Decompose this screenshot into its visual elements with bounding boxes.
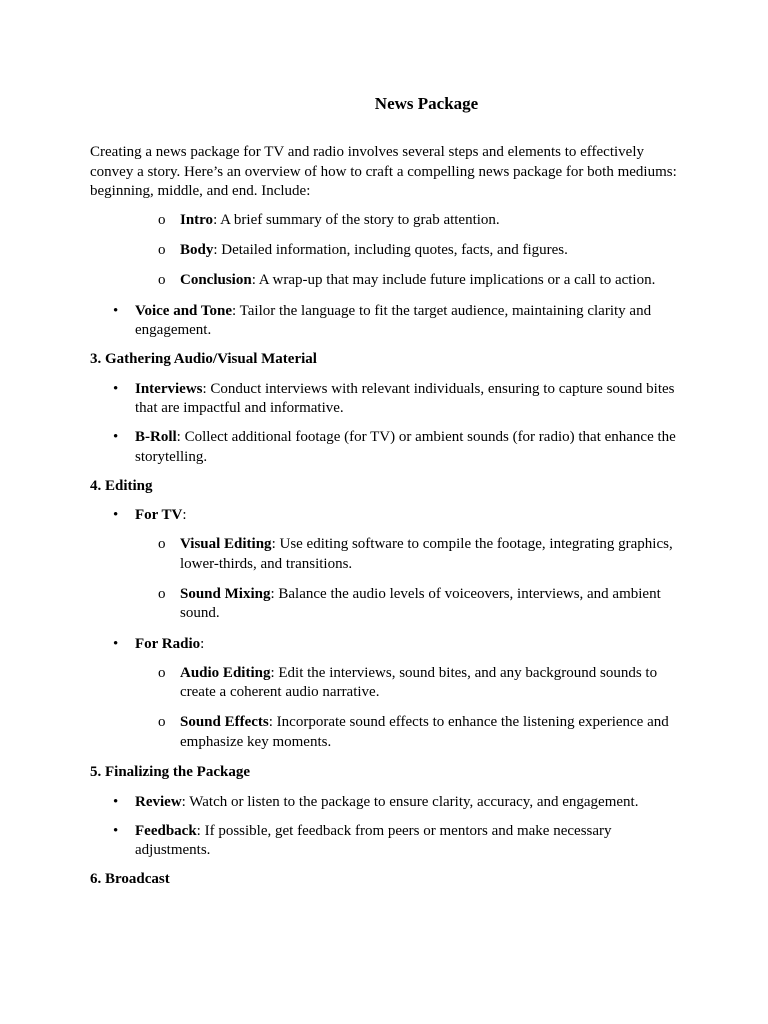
list-item-sound-mixing — [90, 585, 680, 624]
item-text: : A wrap-up that may include future implications or a call to action. — [251, 272, 656, 288]
list-item-audio-editing — [90, 664, 680, 703]
list-item-b-roll — [90, 428, 680, 467]
section-heading-broadcast: 6. Broadcast — [90, 871, 170, 887]
list-item-voice-tone — [90, 302, 680, 341]
item-term: Intro — [180, 212, 214, 228]
item-term: Sound Mixing — [180, 585, 271, 602]
section-heading-gathering: 3. Gathering Audio/Visual Material — [90, 351, 317, 367]
item-term: For Radio — [135, 635, 201, 652]
bullet-marker: • — [113, 793, 119, 810]
item-text: : — [200, 635, 205, 652]
sub-bullet-marker: o — [158, 536, 166, 552]
bullet-marker: • — [113, 635, 119, 652]
list-item-for-tv — [90, 506, 680, 526]
sub-bullet-marker: o — [158, 272, 166, 288]
list-item-sound-effects — [90, 713, 680, 752]
list-item-body — [90, 241, 680, 261]
item-term: For TV — [135, 507, 183, 523]
item-text: : Tailor the language to fit the target audience, maintaining clarity and engagement. — [135, 302, 652, 338]
list-item-feedback — [90, 822, 680, 861]
section-heading-editing: 4. Editing — [90, 477, 153, 494]
item-term: Audio Editing — [180, 664, 271, 681]
sub-bullet-marker: o — [158, 585, 166, 602]
list-item-review — [90, 793, 680, 813]
bullet-marker: • — [113, 507, 119, 523]
sub-bullet-marker: o — [158, 664, 166, 681]
item-term: Feedback — [135, 822, 197, 839]
item-term: Voice and Tone — [135, 302, 232, 319]
bullet-marker: • — [113, 380, 119, 397]
sub-bullet-marker: o — [158, 242, 166, 258]
list-item-intro — [90, 211, 680, 231]
list-item-interviews — [90, 380, 680, 419]
bullet-marker: • — [113, 429, 119, 445]
list-item-visual-editing — [90, 535, 680, 574]
item-text: : Incorporate sound effects to enhance the listening experience and emphasize key moments. — [180, 714, 669, 750]
item-text: : Collect additional footage (for TV) or ambient sounds (for radio) that enhance the storytelling. — [135, 429, 676, 465]
item-text: : Edit the interviews, sound bites, and any background sounds to create a coherent audio narrative. — [180, 664, 658, 700]
sub-bullet-marker: o — [158, 212, 166, 228]
sub-bullet-marker: o — [158, 714, 166, 730]
item-term: Visual Editing — [180, 536, 272, 552]
bullet-marker: • — [113, 302, 119, 319]
item-term: B-Roll — [135, 429, 177, 445]
item-term: Sound Effects — [180, 714, 269, 730]
item-text: : A brief summary of the story to grab attention. — [213, 212, 500, 228]
item-term: Interviews — [135, 380, 203, 397]
item-term: Conclusion — [180, 272, 252, 288]
item-text: : Detailed information, including quotes, facts, and figures. — [213, 242, 568, 258]
document-body — [90, 211, 680, 900]
bullet-marker: • — [113, 822, 119, 839]
list-item-for-radio — [90, 635, 680, 655]
intro-paragraph: Creating a news package for TV and radio involves several steps and elements to effectively convey a story. Here’s an overview of how to craft a compelling news package for both mediums: beginning, middle, and end. Include: — [90, 144, 677, 199]
item-text: : Conduct interviews with relevant individuals, ensuring to capture sound bites that are impactful and informative. — [135, 380, 675, 416]
item-text: : Use editing software to compile the footage, integrating graphics, lower-thirds, and transitions. — [180, 536, 673, 572]
item-term: Review — [135, 793, 182, 810]
item-text: : Watch or listen to the package to ensure clarity, accuracy, and engagement. — [181, 793, 639, 810]
section-heading-finalizing: 5. Finalizing the Package — [90, 764, 250, 780]
item-text: : — [182, 507, 187, 523]
item-term: Body — [180, 242, 214, 258]
list-item-conclusion — [90, 271, 680, 291]
document-title: News Package — [374, 94, 479, 113]
item-text: : Balance the audio levels of voiceovers, interviews, and ambient sound. — [180, 585, 661, 621]
item-text: : If possible, get feedback from peers or mentors and make necessary adjustments. — [135, 822, 612, 858]
